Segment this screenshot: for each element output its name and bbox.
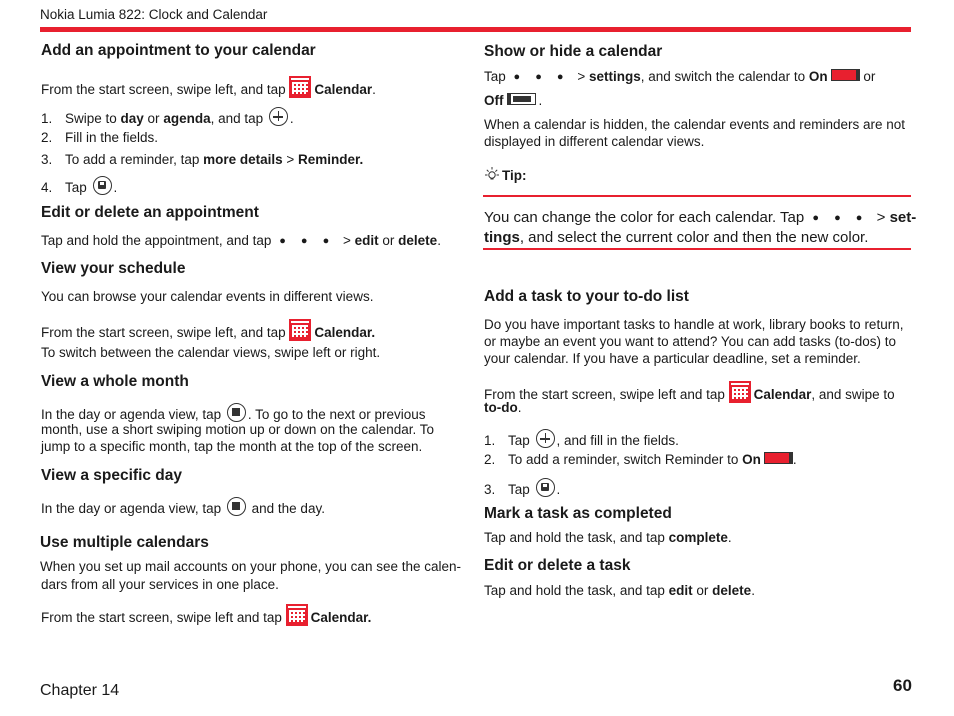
lightbulb-icon-svg [484,166,500,182]
add-appointment-step-2: 2. Fill in the fields. [41,130,159,145]
todo-text-5: to-do. [484,400,522,415]
save-icon [536,478,555,497]
tip-bottom-rule [483,248,911,250]
toggle-on-icon [831,69,857,81]
toggle-off-icon [510,93,536,105]
heading-show-hide-calendar: Show or hide a calendar [484,43,663,60]
heading-edit-appointment: Edit or delete an appointment [41,204,259,221]
more-options-icon: ● ● ● [279,235,336,247]
show-hide-text-1: Tap ● ● ● > settings, and switch the calendar to On or [484,69,876,84]
add-icon [536,429,555,448]
lightbulb-icon [484,166,500,182]
calendar-icon [286,604,308,626]
todo-step-2: 2. To add a reminder, switch Reminder to On . [484,452,797,467]
todo-step-1: 1. Tap , and fill in the fields. [484,429,679,449]
tip-label: Tip: [484,166,527,184]
month-text-2: month, use a short swiping motion up or down on the calendar. To [41,422,434,437]
show-hide-text-4: displayed in different calendar views. [484,134,705,149]
heading-view-month: View a whole month [41,373,189,390]
mark-complete-text: Tap and hold the task, and tap complete. [484,530,732,545]
multiple-text-2: dars from all your services in one place. [41,577,279,592]
chapter-label: Chapter 14 [40,682,120,699]
heading-multiple-calendars: Use multiple calendars [40,534,209,551]
todo-step-3: 3. Tap . [484,478,560,498]
schedule-text-1: You can browse your calendar events in different views. [41,289,374,304]
todo-text-2: or maybe an event you want to attend? You can add tasks (to-dos) to [484,334,897,349]
heading-view-schedule: View your schedule [41,260,186,277]
tip-text-2: tings, and select the current color and then the new color. [484,229,869,246]
document-title: Nokia Lumia 822: Clock and Calendar [40,7,268,22]
calendar-icon [289,319,311,341]
heading-add-appointment: Add an appointment to your calendar [41,42,316,59]
heading-edit-task: Edit or delete a task [484,557,631,574]
calendar-icon [729,381,751,403]
multiple-text-3: From the start screen, swipe left and tap Calendar. [41,604,371,626]
heading-mark-complete: Mark a task as completed [484,505,672,522]
page-number: 60 [893,676,912,695]
specific-day-text: In the day or agenda view, tap and the day. [41,497,325,517]
add-appointment-step-4: 4. Tap . [41,176,117,196]
month-view-icon [227,403,246,422]
tip-top-rule [483,195,911,197]
calendar-icon [289,76,311,98]
schedule-text-2: From the start screen, swipe left, and tap Calendar. [41,319,375,341]
heading-add-task: Add a task to your to-do list [484,288,689,305]
tip-text-1: You can change the color for each calendar. Tap ● ● ● > set- [484,209,917,226]
more-options-icon: ● ● ● [513,71,570,83]
more-options-icon: ● ● ● [812,212,869,224]
todo-text-4: From the start screen, swipe left and tap Calendar, and swipe to [484,381,895,403]
show-hide-text-2: Off . [484,93,543,108]
month-view-icon [227,497,246,516]
add-appointment-intro: From the start screen, swipe left, and tap Calendar. [41,76,376,98]
show-hide-text-3: When a calendar is hidden, the calendar events and reminders are not [484,117,906,132]
multiple-text-1: When you set up mail accounts on your phone, you can see the calen- [40,559,462,574]
add-icon [269,107,288,126]
month-text-3: jump to a specific month, tap the month at the top of the screen. [41,439,423,454]
heading-view-specific-day: View a specific day [41,467,183,484]
add-appointment-step-3: 3. To add a reminder, tap more details > Reminder. [41,152,364,167]
todo-text-1: Do you have important tasks to handle at work, library books to return, [484,317,904,332]
save-icon [93,176,112,195]
edit-task-text: Tap and hold the task, and tap edit or delete. [484,583,755,598]
edit-appointment-text: Tap and hold the appointment, and tap ● ● ● > edit or delete. [41,233,441,248]
header-rule [40,27,911,32]
add-appointment-step-1: 1. Swipe to day or agenda, and tap . [41,107,294,127]
schedule-text-3: To switch between the calendar views, swipe left or right. [41,345,381,360]
todo-text-3: your calendar. If you have a particular deadline, set a reminder. [484,351,861,366]
month-text-1: In the day or agenda view, tap . To go to the next or previous [41,403,426,423]
toggle-on-icon [764,452,790,464]
